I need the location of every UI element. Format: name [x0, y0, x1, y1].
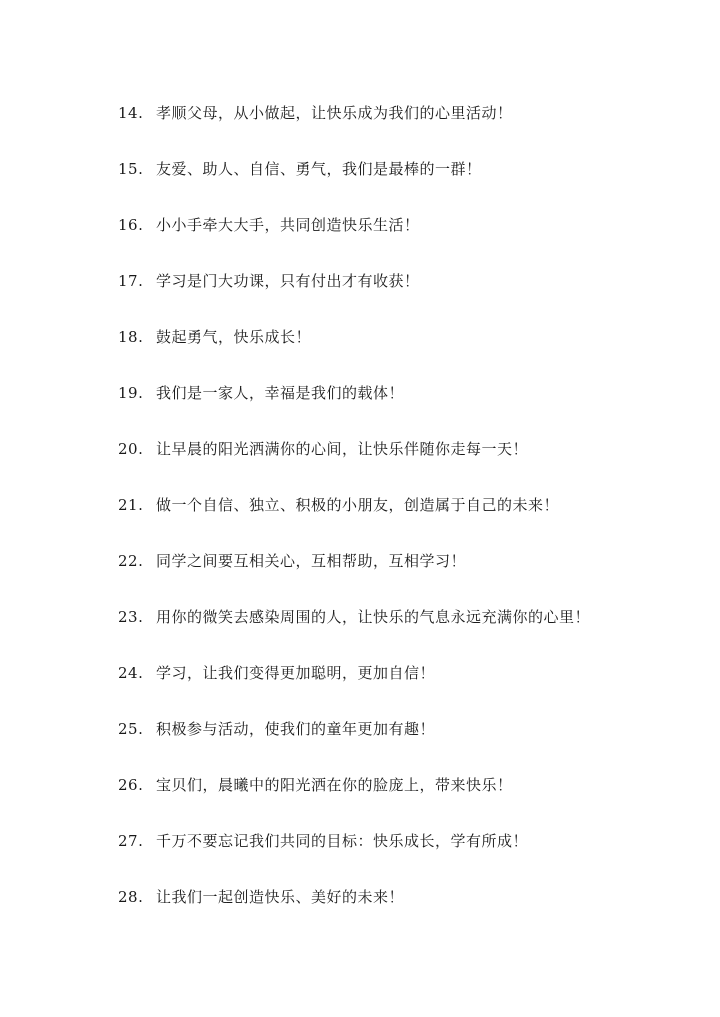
item-number: 28. [118, 888, 144, 906]
item-text: 做一个自信、独立、积极的小朋友，创造属于自己的未来！ [156, 496, 560, 514]
item-number: 18. [118, 328, 144, 346]
item-number: 24. [118, 664, 144, 682]
item-number: 22. [118, 552, 144, 570]
item-text: 让我们一起创造快乐、美好的未来！ [156, 888, 405, 906]
item-text: 学习，让我们变得更加聪明，更加自信！ [156, 664, 436, 682]
list-item [118, 813, 678, 869]
list-item [118, 477, 678, 533]
item-text: 积极参与活动，使我们的童年更加有趣！ [156, 720, 436, 738]
list-item [118, 309, 678, 365]
item-text: 小小手牵大大手，共同创造快乐生活！ [156, 216, 420, 234]
item-text: 孝顺父母，从小做起，让快乐成为我们的心里活动！ [156, 104, 513, 122]
list-item [118, 85, 678, 141]
item-number: 17. [118, 272, 144, 290]
list-item [118, 141, 678, 197]
list-item [118, 253, 678, 309]
item-number: 20. [118, 440, 144, 458]
item-text: 我们是一家人，幸福是我们的载体！ [156, 384, 405, 402]
item-number: 15. [118, 160, 144, 178]
item-number: 21. [118, 496, 144, 514]
list-item [118, 589, 678, 645]
item-number: 23. [118, 608, 144, 626]
item-number: 16. [118, 216, 144, 234]
list-item [118, 365, 678, 421]
item-text: 千万不要忘记我们共同的目标：快乐成长，学有所成！ [156, 832, 529, 850]
list-item [118, 701, 678, 757]
item-text: 用你的微笑去感染周围的人，让快乐的气息永远充满你的心里！ [156, 608, 591, 626]
item-text: 鼓起勇气，快乐成长！ [156, 328, 312, 346]
list-item [118, 197, 678, 253]
item-text: 宝贝们，晨曦中的阳光洒在你的脸庞上，带来快乐！ [156, 776, 513, 794]
item-number: 27. [118, 832, 144, 850]
list-item [118, 869, 678, 925]
list-item [118, 533, 678, 589]
item-number: 25. [118, 720, 144, 738]
list-item [118, 757, 678, 813]
item-number: 26. [118, 776, 144, 794]
list-item [118, 645, 678, 701]
list-item [118, 421, 678, 477]
item-text: 同学之间要互相关心，互相帮助，互相学习！ [156, 552, 467, 570]
item-number: 14. [118, 104, 144, 122]
item-number: 19. [118, 384, 144, 402]
item-text: 学习是门大功课，只有付出才有收获！ [156, 272, 420, 290]
item-text: 友爱、助人、自信、勇气，我们是最棒的一群！ [156, 160, 482, 178]
slogan-list [118, 85, 678, 925]
item-text: 让早晨的阳光洒满你的心间，让快乐伴随你走每一天！ [156, 440, 529, 458]
